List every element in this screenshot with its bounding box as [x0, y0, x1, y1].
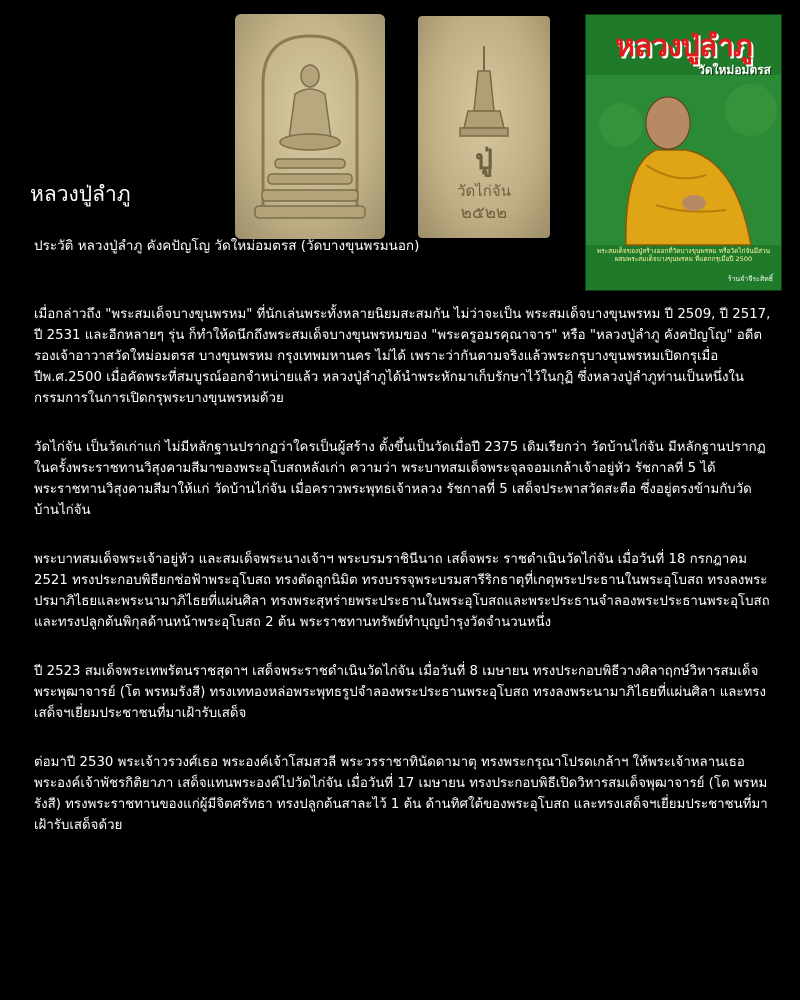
amulet-inscription-temple: วัดไก่จัน — [457, 182, 511, 200]
paragraph-1: เมื่อกล่าวถึง "พระสมเด็จบางขุนพรหม" ที่นักเล่นพระทั้งหลายนิยมสะสมกัน ไม่ว่าจะเป็น พระสมเด็จบางขุนพรหม ปี 2509, ปี 2517, ปี 2531 และอีกหลายๆ รุ่น ก็ทำให้ดนึกถึงพระสมเด็จบางขุนพรหมของ "พระครูอมรคุณาจาร" หรือ "หลวงปู่ลำภู คังคปัญโญ" อดีตรองเจ้าอาวาสวัดใหม่อมตรส บางขุนพรหม กรุงเทพมหานคร ไม่ได้ เพราะว่ากันตามจริงแล้วพระกรุบางขุนพรหมเปิดกรุเมื่อปีพ.ศ.2500 เมื่อคัดพระที่สมบูรณ์ออกจำหน่ายแล้ว หลวงปู่ลำภูได้นำพระหักมาเก็บรักษาไว้ในกุฏิ ซึ่งหลวงปู่ลำภูท่านเป็นหนึ่งในกรรมการในการเปิดกรุพระบางขุนพรหมด้วย — [34, 307, 771, 406]
book-cover-subtitle: วัดใหม่อมตรส — [698, 63, 771, 77]
paragraph-3: พระบาทสมเด็จพระเจ้าอยู่หัว และสมเด็จพระนางเจ้าฯ พระบรมราชินีนาถ เสด็จพระ ราชดำเนินวัดไก่จัน เมื่อวันที่ 18 กรกฎาคม 2521 ทรงประกอบพิธียกช่อฟ้าพระอุโบสถ ทรงตัดลูกนิมิต ทรงบรรจุพระบรมสารีริกธาตุที่เกตุพระประธานในพระอุโบสถ ทรงลงพระปรมาภิไธยและพระนามาภิไธยที่แผ่นศิลา ทรงพระสุหร่ายพระประธานในพระอุโบสถและพระประธานจำลองพระประธานพระอุโบสถ และทรงปลูกต้นพิกุลด้านหน้าพระอุโบสถ 2 ต้น พระราชทานทรัพย์ทำบุญบำรุงวัดจำนวนหนึ่ง — [34, 552, 770, 630]
page-subtitle: ประวัติ หลวงปู่ลำภู คังคปัญโญ วัดใหม่อมตรส (วัดบางขุนพรมนอก) — [34, 238, 420, 254]
amulet-back-image — [418, 16, 550, 238]
paragraph-4: ปี 2523 สมเด็จพระเทพรัตนราชสุดาฯ เสด็จพระราชดำเนินวัดไก่จัน เมื่อวันที่ 8 เมษายน ทรงประกอบพิธีวางศิลาฤกษ์วิหารสมเด็จพระพุฒาจารย์ (โต พรหมรังสี) ทรงเททองหล่อพระพุทธรูปจำลองพระประธานพระอุโบสถ ทรงลงพระนามาภิไธยที่แผ่นศิลา และทรงเสด็จฯเยี่ยมประชาชนที่มาเฝ้ารับเสด็จ — [34, 664, 766, 721]
article-body — [34, 304, 776, 864]
book-cover-title: หลวงปู่ลำภู — [615, 29, 752, 64]
book-cover-credit: ร้านจำจีระสิทธิ์ — [727, 275, 773, 283]
seated-buddha-relief-icon — [235, 14, 385, 239]
paragraph-2: วัดไก่จัน เป็นวัดเก่าแก่ ไม่มีหลักฐานปรากฏว่าใครเป็นผู้สร้าง ตั้งขึ้นเป็นวัดเมื่อปี 2375 เดิมเรียกว่า วัดบ้านไก่จัน มีหลักฐานปรากฏในครั้งพระราชทานวิสุงคามสีมาของพระอุโบสถหลังเก่า ความว่า พระบาทสมเด็จพระจุลจอมเกล้าเจ้าอยู่หัว รัชกาลที่ 5 ได้พระราชทานวิสุงคามสีมาให้แก่ วัดบ้านไก่จัน เมื่อคราวพระพุทธเจ้าหลวง รัชกาลที่ 5 เสด็จประพาสวัดสะตือ ซึ่งอยู่ตรงข้ามกับวัดบ้านไก่จัน — [34, 440, 766, 518]
amulet-front-image — [235, 14, 385, 239]
paragraph-5: ต่อมาปี 2530 พระเจ้าวรวงศ์เธอ พระองค์เจ้าโสมสวลี พระวรราชาทินัดดามาตุ ทรงพระกรุณาโปรดเกล้าฯ ให้พระเจ้าหลานเธอ พระองค์เจ้าพัชรกิติยาภา เสด็จแทนพระองค์ไปวัดไก่จัน เมื่อวันที่ 17 เมษายน ทรงประกอบพิธีเปิดวิหารสมเด็จพุฒาจารย์ (โต พรหมรังสี) ทรงพระราชทานของแก่ผู้มีจิตศรัทธา ทรงปลูกต้นสาละไว้ 1 ต้น ด้านทิศใต้ของพระอุโบสถ และทรงเสด็จฯเยี่ยมประชาชนที่มาเฝ้ารับเสด็จด้วย — [34, 755, 768, 833]
page-title: หลวงปู่ลำภู — [30, 182, 131, 206]
book-cover-caption: พระสมเด็จของปู่สร้างออกที่วัดบางขุนพรหม หรือวัดไก่จันมีส่วนผสมพระสมเด็จบางขุนพรหม ที่แตกกรุเมื่อปี 2500 — [596, 247, 771, 263]
amulet-inscription-monogram: ปู่ — [475, 143, 493, 176]
amulet-inscription-year: ๒๕๒๒ — [460, 203, 508, 223]
book-cover-image — [585, 14, 782, 291]
